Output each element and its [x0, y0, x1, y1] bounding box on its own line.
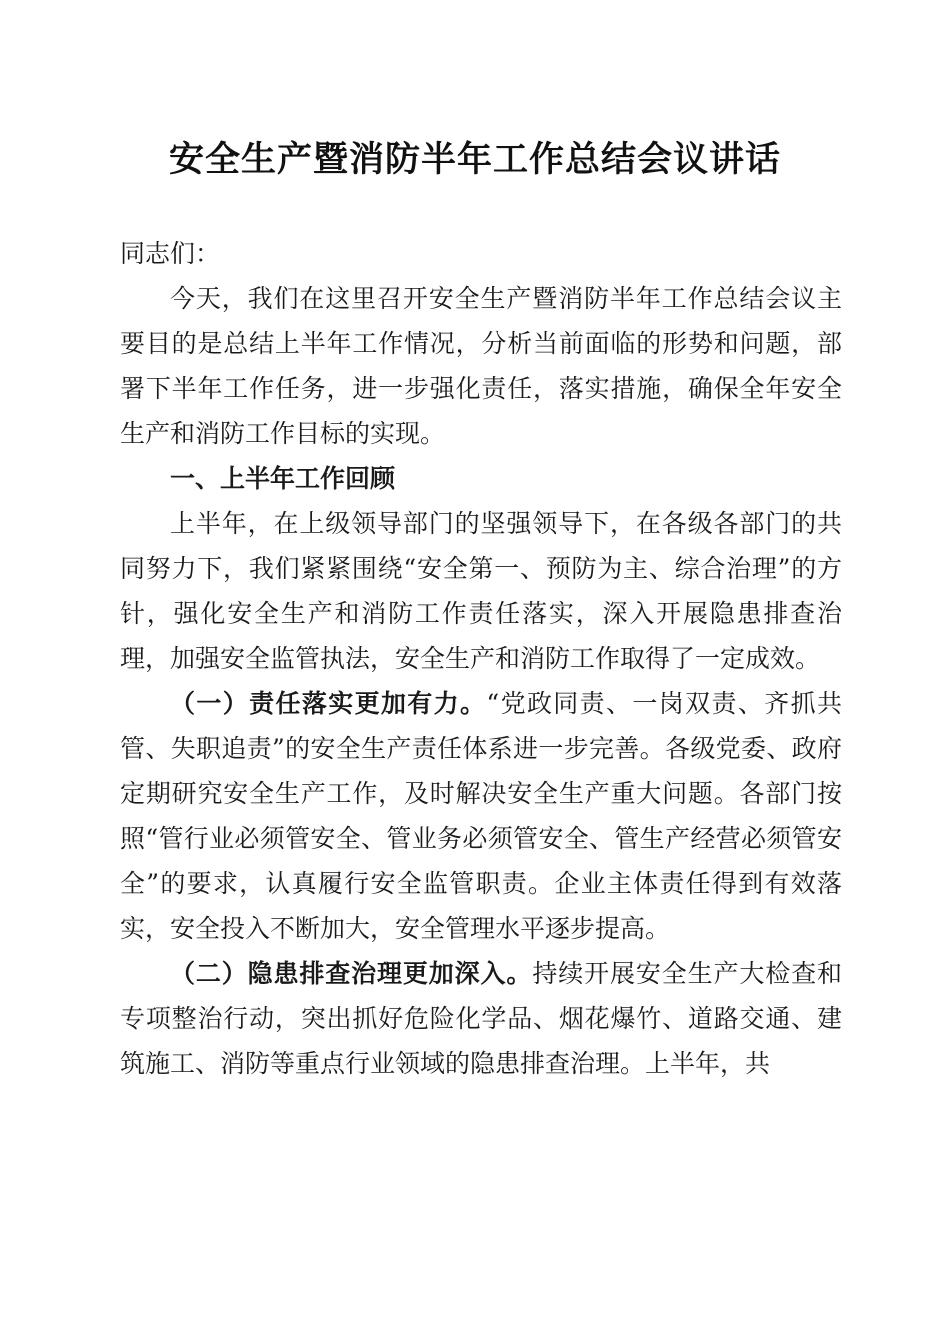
- item-text-1: “党政同责、一岗双责、齐抓共管、失职追责”的安全生产责任体系进一步完善。各级党委、政府定期研究安全生产工作，及时解决安全生产重大问题。各部门按照“管行业必须管安全、管业务必须管安全、管生产经营必须管安全”的要求，认真履行安全监管职责。企业主体责任得到有效落实，安全投入不断加大，安全管理水平逐步提高。: [120, 689, 842, 943]
- item-paragraph-2: [120, 951, 842, 1086]
- item-text-2: 持续开展安全生产大检查和专项整治行动，突出抓好危险化学品、烟花爆竹、道路交通、建筑施工、消防等重点行业领域的隐患排查治理。上半年，共: [120, 959, 842, 1078]
- item-paragraph-1: [120, 681, 842, 951]
- item-title-1: （一）责任落实更加有力。: [170, 689, 487, 718]
- section-heading: 一、上半年工作回顾: [170, 464, 396, 493]
- document-body: [120, 231, 842, 1086]
- intro-paragraph: 今天，我们在这里召开安全生产暨消防半年工作总结会议主要目的是总结上半年工作情况，分析当前面临的形势和问题，部署下半年工作任务，进一步强化责任，落实措施，确保全年安全生产和消防工作目标的实现。: [120, 284, 842, 448]
- section-paragraph: 上半年，在上级领导部门的坚强领导下，在各级各部门的共同努力下，我们紧紧围绕“安全第一、预防为主、综合治理”的方针，强化安全生产和消防工作责任落实，深入开展隐患排查治理，加强安全监管执法，安全生产和消防工作取得了一定成效。: [120, 509, 842, 673]
- salutation: 同志们：: [120, 239, 221, 268]
- document-title: 安全生产暨消防半年工作总结会议讲话: [168, 139, 781, 180]
- item-title-2: （二）隐患排查治理更加深入。: [170, 959, 533, 988]
